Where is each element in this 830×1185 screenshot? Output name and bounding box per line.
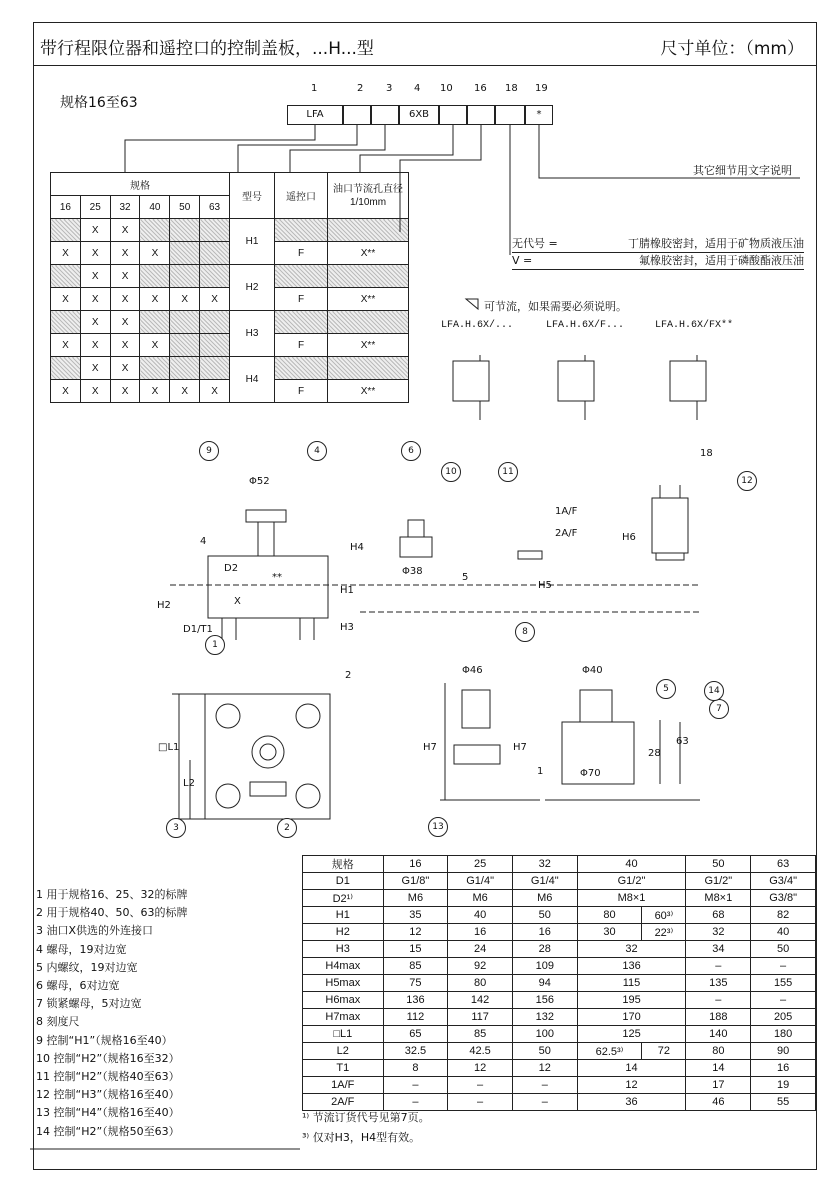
footnote: ¹⁾ 节流订货代号见第7页。 (302, 1111, 430, 1124)
dim-cell: 32 (686, 924, 751, 941)
dim-4: 4 (200, 536, 207, 547)
dim-cell: 19 (751, 1077, 816, 1094)
dim-row (303, 1026, 816, 1043)
dim-cell: 188 (686, 1009, 751, 1026)
remote-cell: F (275, 380, 328, 403)
callout-11: 11 (498, 462, 518, 482)
label-1AF: 1A/F (555, 506, 578, 517)
model-cell: H1 (230, 219, 275, 265)
spec-range: 规格16至63 (60, 95, 138, 111)
orifice-cell: X** (328, 288, 409, 311)
dim-cell: 规格 (303, 856, 384, 873)
other-details-note: 其它细节用文字说明 (693, 164, 792, 177)
dim-cell: 2A/F (303, 1094, 384, 1111)
legend (36, 886, 188, 1141)
callout-13: 13 (428, 817, 448, 837)
size-mark: X (80, 265, 110, 288)
dim-row (303, 975, 816, 992)
size-mark: X (110, 219, 140, 242)
dim-row (303, 1043, 816, 1060)
dim-cell: M6 (448, 890, 513, 907)
callout-5: 5 (656, 679, 676, 699)
dim-cell: 12 (577, 1077, 686, 1094)
dim-row (303, 958, 816, 975)
dim-1: 1 (537, 766, 544, 777)
dim-cell: 170 (577, 1009, 686, 1026)
model-header: 型号 (230, 173, 275, 219)
size-mark: X (110, 265, 140, 288)
dim-cell: H6max (303, 992, 384, 1009)
legend-item: 6 螺母，6对边宽 (36, 979, 120, 993)
dim-cell: 50 (512, 1043, 577, 1060)
dim-cell: 132 (512, 1009, 577, 1026)
dim-cell: – (383, 1094, 448, 1111)
dim-cell: 40 (448, 907, 513, 924)
dim-header-row (303, 856, 816, 873)
dim-row (303, 873, 816, 890)
dim-cell: 112 (383, 1009, 448, 1026)
dim-cell: 85 (383, 958, 448, 975)
footnote: ³⁾ 仅对H3，H4型有效。 (302, 1131, 421, 1144)
dim-cell: 50 (686, 856, 751, 873)
size-mark: X (80, 219, 110, 242)
dim-cell: M8×1 (577, 890, 686, 907)
seal-code: 无代号 = (512, 237, 558, 250)
dim-cell: H4max (303, 958, 384, 975)
dim-cell: 50 (751, 941, 816, 958)
dim-cell: 14 (686, 1060, 751, 1077)
size-mark: X (51, 380, 81, 403)
code-position: 18 (505, 83, 518, 94)
legend-item: 10 控制“H2”（规格16至32） (36, 1051, 180, 1065)
model-cell: H2 (230, 265, 275, 311)
dim-row (303, 890, 816, 907)
size-header: 40 (140, 196, 170, 219)
dim-row (303, 1009, 816, 1026)
dim-cell: G1/2" (577, 873, 686, 890)
dim-cell: 14 (577, 1060, 686, 1077)
model-cell: H4 (230, 357, 275, 403)
dim-cell: 16 (383, 856, 448, 873)
dim-phi52: Φ52 (249, 476, 270, 487)
size-mark: X (80, 311, 110, 334)
callout-1: 1 (205, 635, 225, 655)
dim-cell: 65 (383, 1026, 448, 1043)
code-position: 16 (474, 83, 487, 94)
dim-cell: 12 (448, 1060, 513, 1077)
dim-cell: H2 (303, 924, 384, 941)
dim-cell: 35 (383, 907, 448, 924)
dim-cell: 12 (512, 1060, 577, 1077)
callout-4: 4 (307, 441, 327, 461)
callout-8: 8 (515, 622, 535, 642)
size-mark: X (140, 242, 170, 265)
callout-7: 7 (709, 699, 729, 719)
dim-cell: 135 (686, 975, 751, 992)
remote-cell: F (275, 242, 328, 265)
dim-cell: G1/4" (512, 873, 577, 890)
dim-cell: – (448, 1077, 513, 1094)
dim-18: 18 (700, 448, 713, 459)
dim-cell: 28 (512, 941, 577, 958)
seal-desc: 丁腈橡胶密封，适用于矿物质液压油 (628, 237, 804, 250)
dim-cell: 12 (383, 924, 448, 941)
label-H1: H1 (340, 585, 354, 596)
dim-cell: T1 (303, 1060, 384, 1077)
callout-10: 10 (441, 462, 461, 482)
dim-cell: G1/8" (383, 873, 448, 890)
size-mark: X (140, 380, 170, 403)
dim-cell: – (751, 992, 816, 1009)
dim-cell: M6 (383, 890, 448, 907)
dim-cell: – (448, 1094, 513, 1111)
dim-cell: D2¹⁾ (303, 890, 384, 907)
label-H5: H5 (538, 580, 552, 591)
dim-cell: 205 (751, 1009, 816, 1026)
dim-cell: H3 (303, 941, 384, 958)
code-position: 10 (440, 83, 453, 94)
size-header: 16 (51, 196, 81, 219)
size-mark: X (140, 288, 170, 311)
dim-cell: 75 (383, 975, 448, 992)
size-mark: X (110, 288, 140, 311)
dim-cell: 72 (642, 1043, 686, 1060)
orifice-header-text: 油口节流孔直径 (333, 183, 403, 195)
dim-cell: 156 (512, 992, 577, 1009)
legend-item: 4 螺母，19对边宽 (36, 942, 127, 956)
dim-cell: 85 (448, 1026, 513, 1043)
code-position: 4 (414, 83, 421, 94)
label-H2: H2 (157, 600, 171, 611)
label-2AF: 2A/F (555, 528, 578, 539)
orifice-cell: X** (328, 334, 409, 357)
dim-cell: 125 (577, 1026, 686, 1043)
callout-6: 6 (401, 441, 421, 461)
dim-row (303, 907, 816, 924)
dim-cell: – (686, 992, 751, 1009)
dim-cell: 36 (577, 1094, 686, 1111)
label-dstar: ** (272, 572, 282, 583)
orifice-unit: 1/10mm (349, 196, 387, 208)
remote-header: 遥控口 (275, 173, 328, 219)
dim-cell: – (512, 1094, 577, 1111)
label-D2: D2 (224, 563, 239, 574)
dim-cell: 17 (686, 1077, 751, 1094)
dim-cell: 22³⁾ (642, 924, 686, 941)
units-label: 尺寸单位：（mm） (660, 39, 804, 59)
label-D1T1: D1/T1 (183, 624, 213, 635)
dim-cell: 142 (448, 992, 513, 1009)
dim-cell: 195 (577, 992, 686, 1009)
dim-row (303, 1077, 816, 1094)
dim-cell: 92 (448, 958, 513, 975)
code-position: 1 (311, 83, 318, 94)
dim-cell: 68 (686, 907, 751, 924)
dim-cell: 100 (512, 1026, 577, 1043)
dim-cell: 25 (448, 856, 513, 873)
dim-phi46: Φ46 (462, 665, 483, 676)
dim-5: 5 (462, 572, 469, 583)
dim-cell: □L1 (303, 1026, 384, 1043)
dim-cell: 80 (577, 907, 642, 924)
dim-cell: G3/4" (751, 873, 816, 890)
seal-code: V = (512, 254, 533, 267)
remote-cell: F (275, 288, 328, 311)
dim-cell: 16 (448, 924, 513, 941)
symbol-label: LFA.H.6X/... (441, 320, 514, 331)
size-mark: X (110, 334, 140, 357)
code-position: 19 (535, 83, 548, 94)
dim-cell: M6 (512, 890, 577, 907)
dim-cell: 40 (751, 924, 816, 941)
dim-cell: 30 (577, 924, 642, 941)
dim-cell: G1/4" (448, 873, 513, 890)
legend-item: 7 锁紧螺母，5对边宽 (36, 997, 142, 1011)
dim-cell: – (751, 958, 816, 975)
dim-phi40: Φ40 (582, 665, 603, 676)
size-mark: X (110, 357, 140, 380)
legend-item: 9 控制“H1”（规格16至40） (36, 1033, 173, 1047)
size-mark: X (80, 357, 110, 380)
size-header: 63 (200, 196, 230, 219)
dim-phi70: Φ70 (580, 768, 601, 779)
dim-cell: 109 (512, 958, 577, 975)
dim-cell: 40 (577, 856, 686, 873)
size-mark: X (200, 288, 230, 311)
size-header: 25 (80, 196, 110, 219)
size-mark: X (110, 311, 140, 334)
remote-cell: F (275, 334, 328, 357)
dim-cell: 136 (383, 992, 448, 1009)
legend-item: 8 刻度尺 (36, 1015, 80, 1029)
size-mark: X (51, 288, 81, 311)
dim-63: 63 (676, 736, 689, 747)
dim-cell: – (686, 958, 751, 975)
legend-item: 12 控制“H3”（规格16至40） (36, 1088, 180, 1102)
throttle-note: 可节流，如果需要必须说明。 (484, 300, 627, 313)
dim-cell: H1 (303, 907, 384, 924)
dim-cell: 34 (686, 941, 751, 958)
dim-28: 28 (648, 748, 661, 759)
label-L1: □L1 (158, 742, 180, 753)
orifice-cell: X** (328, 380, 409, 403)
callout-3: 3 (166, 818, 186, 838)
size-mark: X (80, 380, 110, 403)
model-cell: H3 (230, 311, 275, 357)
dim-2: 2 (345, 670, 352, 681)
dim-cell: 50 (512, 907, 577, 924)
code-position: 2 (357, 83, 364, 94)
label-H6: H6 (622, 532, 636, 543)
footnotes (302, 1108, 430, 1148)
symbol-label: LFA.H.6X/F... (546, 320, 625, 331)
legend-item: 3 油口X供选的外连接口 (36, 924, 154, 938)
orifice-cell: X** (328, 242, 409, 265)
dim-cell: 24 (448, 941, 513, 958)
dim-cell: 8 (383, 1060, 448, 1077)
dim-cell: H5max (303, 975, 384, 992)
dim-cell: 16 (512, 924, 577, 941)
size-mark: X (80, 288, 110, 311)
label-H7: H7 (423, 742, 437, 753)
seal-desc: 氟橡胶密封，适用于磷酸酯液压油 (639, 254, 804, 267)
dim-cell: 62.5³⁾ (577, 1043, 642, 1060)
legend-item: 5 内螺纹，19对边宽 (36, 960, 138, 974)
legend-item: 2 用于规格40、50、63的标牌 (36, 906, 188, 920)
dim-row (303, 1060, 816, 1077)
dim-cell: 63 (751, 856, 816, 873)
dim-row (303, 924, 816, 941)
legend-item: 11 控制“H2”（规格40至63） (36, 1070, 180, 1084)
dim-cell: H7max (303, 1009, 384, 1026)
code-box: * (525, 105, 553, 125)
dim-cell: 32.5 (383, 1043, 448, 1060)
dim-cell: 80 (448, 975, 513, 992)
size-mark: X (51, 242, 81, 265)
label-H3: H3 (340, 622, 354, 633)
label-H4: H4 (350, 542, 364, 553)
dim-row (303, 941, 816, 958)
size-mark: X (140, 334, 170, 357)
code-position: 3 (386, 83, 393, 94)
legend-item: 14 控制“H2”（规格50至63） (36, 1124, 180, 1138)
dim-cell: – (383, 1077, 448, 1094)
callout-2: 2 (277, 818, 297, 838)
size-group-header: 规格 (51, 173, 230, 196)
dim-phi38: Φ38 (402, 566, 423, 577)
label-H7-b: H7 (513, 742, 527, 753)
dim-cell: 140 (686, 1026, 751, 1043)
size-mark: X (170, 288, 200, 311)
dim-cell: 115 (577, 975, 686, 992)
code-box: 6XB (399, 105, 439, 125)
dim-row (303, 992, 816, 1009)
dim-cell: 82 (751, 907, 816, 924)
dim-cell: – (512, 1077, 577, 1094)
size-mark: X (80, 334, 110, 357)
dim-cell: 94 (512, 975, 577, 992)
dim-cell: 42.5 (448, 1043, 513, 1060)
label-X: X (234, 596, 241, 607)
size-header: 50 (170, 196, 200, 219)
dim-cell: 60³⁾ (642, 907, 686, 924)
size-mark: X (110, 242, 140, 265)
size-mark: X (170, 380, 200, 403)
callout-12: 12 (737, 471, 757, 491)
size-mark: X (51, 334, 81, 357)
callout-9: 9 (199, 441, 219, 461)
dim-cell: 1A/F (303, 1077, 384, 1094)
callout-14: 14 (704, 681, 724, 701)
dim-cell: M8×1 (686, 890, 751, 907)
dim-cell: 80 (686, 1043, 751, 1060)
dim-cell: 16 (751, 1060, 816, 1077)
dim-cell: D1 (303, 873, 384, 890)
dim-cell: 155 (751, 975, 816, 992)
size-header: 32 (110, 196, 140, 219)
dim-cell: 32 (512, 856, 577, 873)
label-L2: L2 (183, 778, 195, 789)
size-mark: X (80, 242, 110, 265)
size-mark: X (110, 380, 140, 403)
dim-cell: L2 (303, 1043, 384, 1060)
dimension-table (302, 855, 816, 1111)
dim-cell: 90 (751, 1043, 816, 1060)
dim-cell: 180 (751, 1026, 816, 1043)
legend-item: 1 用于规格16、25、32的标牌 (36, 888, 188, 901)
dim-cell: G3/8" (751, 890, 816, 907)
dim-cell: 55 (751, 1094, 816, 1111)
dim-cell: 15 (383, 941, 448, 958)
dim-cell: 117 (448, 1009, 513, 1026)
dim-cell: 46 (686, 1094, 751, 1111)
dim-cell: G1/2" (686, 873, 751, 890)
page-title: 带行程限位器和遥控口的控制盖板，...H...型 (40, 39, 374, 59)
code-box: LFA (287, 105, 343, 125)
dim-cell: 136 (577, 958, 686, 975)
symbol-label: LFA.H.6X/FX** (655, 320, 734, 331)
dim-cell: 32 (577, 941, 686, 958)
legend-item: 13 控制“H4”（规格16至40） (36, 1106, 180, 1120)
size-mark: X (200, 380, 230, 403)
